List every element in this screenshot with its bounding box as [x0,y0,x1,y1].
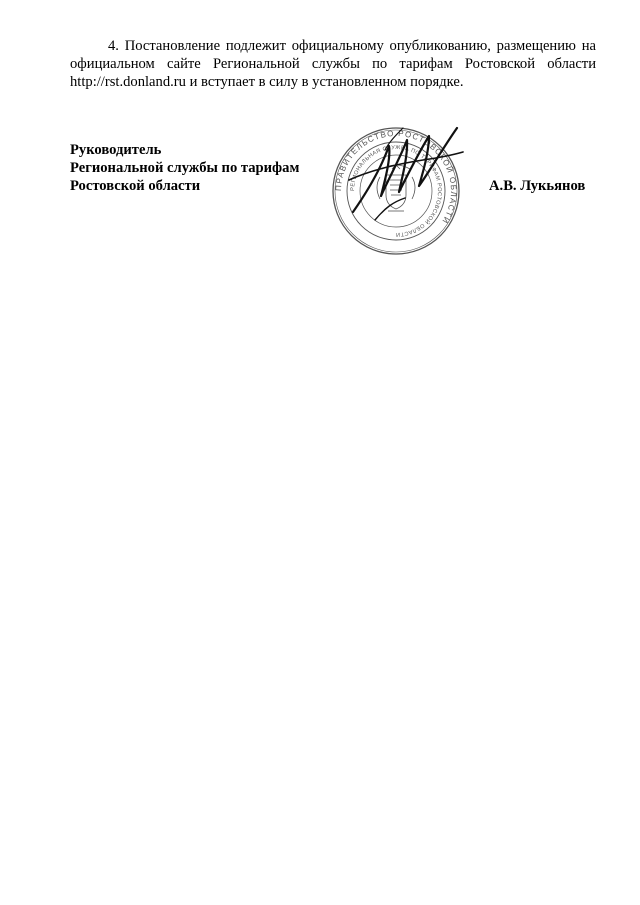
signatory-block [70,141,299,195]
seal-outer-text: ПРАВИТЕЛЬСТВО РОСТОВСКОЙ ОБЛАСТИ [333,128,459,226]
handwritten-signature [345,120,475,238]
signer-name: А.В. Лукьянов [489,178,586,194]
signatory-position-line-1: Руководитель [70,142,162,158]
signatory-position-line-2: Региональной службы по тарифам [70,160,300,176]
signatory-position-line-3: Ростовской области [70,178,201,194]
publication-clause: 4. Постановление подлежит официальному опубликованию, размещению на официальном сайте Региональной службы по тарифам Ростовской области http://rst.donland.ru и вступает в силу в установленном порядке. [70,38,596,91]
seal-inner-text: РЕГИОНАЛЬНАЯ СЛУЖБА ПО ТАРИФАМ РОСТОВСКОЙ ОБЛАСТИ [349,144,443,238]
